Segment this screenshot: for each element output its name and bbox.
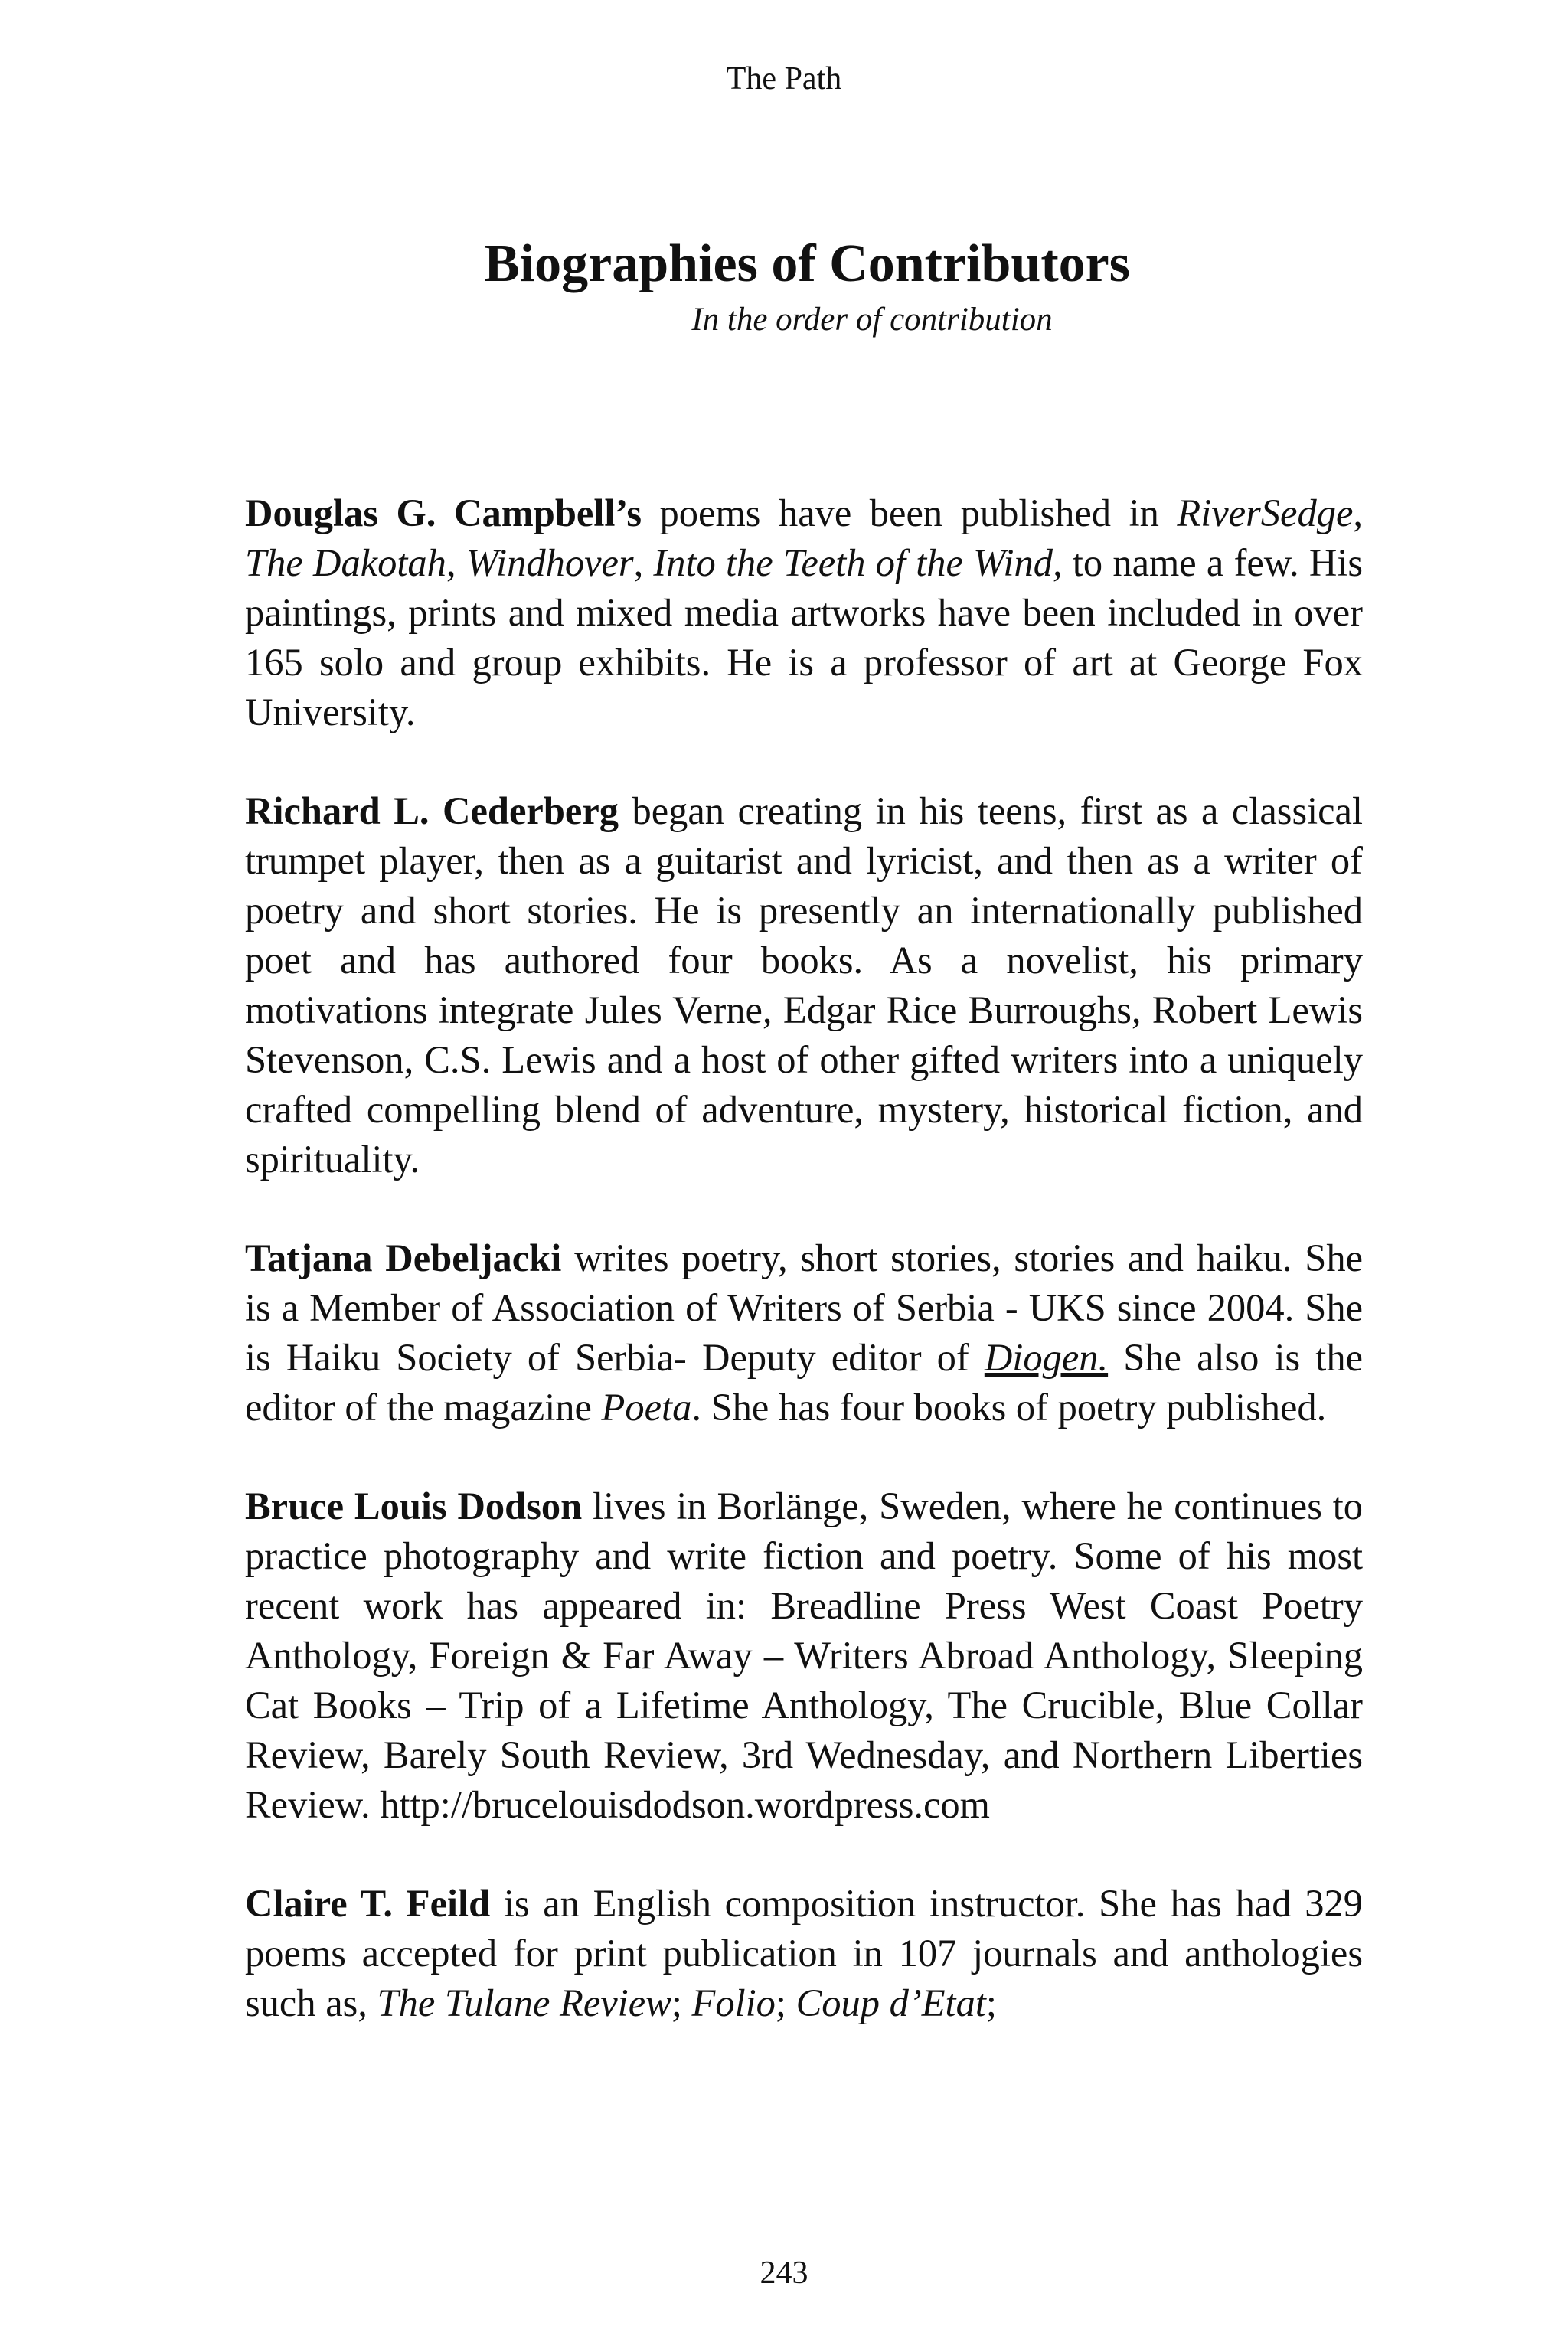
bio-text: ;	[985, 1981, 997, 2024]
page-title: Biographies of Contributors	[484, 234, 1130, 293]
bio-name: Richard L. Cederberg	[245, 789, 619, 832]
bio-text: is an English composition instructor. She has had 329 poems accepted for print publication in 107 journals and anthologies such as,	[245, 1882, 1363, 2024]
bio-name: Claire T. Feild	[245, 1882, 491, 1925]
publication-title: Coup d’Etat	[795, 1981, 986, 2024]
bio-text: ,	[633, 541, 654, 584]
bio-text: She also is the editor of the magazine	[245, 1336, 1363, 1429]
bio-text: writes poetry, short stories, stories and haiku. She is a Member of Association of Writers of Serbia - UKS since 2004. She is Haiku Society of Serbia- Deputy editor of	[245, 1236, 1363, 1379]
bio-text: ,	[1353, 492, 1363, 534]
bio-text: . She has four books of poetry published.	[691, 1386, 1327, 1429]
bio-name: Douglas G. Campbell’s	[245, 492, 642, 534]
publication-title: Poeta	[601, 1386, 692, 1429]
bio-douglas-campbell	[245, 488, 1363, 737]
publication-title: Windhover	[466, 541, 634, 584]
page-subtitle: In the order of contribution	[691, 302, 1053, 338]
publication-title: RiverSedge	[1177, 492, 1354, 534]
bio-text: ;	[671, 1981, 692, 2024]
bio-text: began creating in his teens, first as a classical trumpet player, then as a guitarist and lyricist, and then as a writer of poetry and short stories. He is presently an internationally published poet and has authored four books. As a novelist, his primary motivations integrate Jules Verne, Edgar Rice Burroughs, Robert Lewis Stevenson, C.S. Lewis and a host of other gifted writers into a uniquely crafted compelling blend of adventure, mystery, historical fiction, and spirituality.	[245, 789, 1363, 1181]
publication-title: The Tulane Review	[377, 1981, 671, 2024]
bio-text: ,	[446, 541, 466, 584]
bio-name: Tatjana Debeljacki	[245, 1236, 562, 1279]
publication-title: Folio	[691, 1981, 776, 2024]
bio-tatjana-debeljacki	[245, 1233, 1363, 1432]
publication-title: Diogen.	[984, 1336, 1109, 1379]
contributor-bios	[245, 488, 1363, 2077]
bio-text: lives in Borlänge, Sweden, where he continues to practice photography and write fiction and poetry. Some of his most recent work has appeared in: Breadline Press West Coast Poetry Anthology, Foreign & Far Away – Writers Abroad Anthology, Sleeping Cat Books – Trip of a Lifetime Anthology, The Crucible, Blue Collar Review, Barely South Review, 3rd Wednesday, and Northern Liberties Review. http://brucelouisdodson.wordpress.com	[245, 1485, 1363, 1826]
publication-title: The Dakotah	[245, 541, 446, 584]
publication-title: Into the Teeth of the Wind,	[653, 541, 1063, 584]
bio-text: ;	[775, 1981, 796, 2024]
bio-text: poems have been published in	[642, 492, 1178, 534]
page-number: 243	[760, 2256, 808, 2291]
bio-text: to name a few. His paintings, prints and mixed media artworks have been included in over 165 solo and group exhibits. He is a professor of art at George Fox University.	[245, 541, 1364, 733]
bio-claire-feild	[245, 1879, 1363, 2028]
running-header: The Path	[726, 61, 842, 96]
bio-richard-cederberg	[245, 786, 1363, 1184]
bio-bruce-dodson	[245, 1481, 1363, 1830]
bio-name: Bruce Louis Dodson	[245, 1485, 583, 1527]
